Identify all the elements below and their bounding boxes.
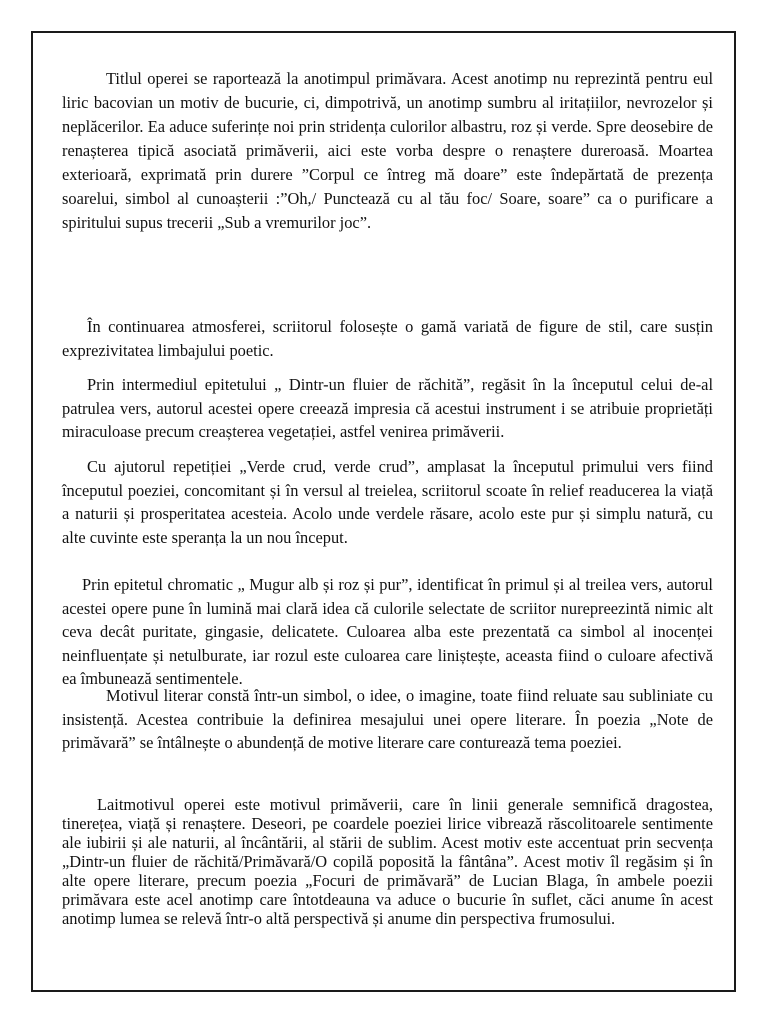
paragraph-title-analysis: Titlul operei se raportează la anotimpul primăvara. Acest anotimp nu reprezintă pentru eul liric bacovian un motiv de bucurie, ci, dimpotrivă, un anotimp sumbru al iritațiilor, nevrozelor și neplăcerilor. Ea aduce suferințe noi prin stridența culorilor albastru, roz și verde. Spre deosebire de renașterea tipică asociată primăverii, aici este vorba despre o renaștere dureroasă. Moartea exterioară, exprimată prin durere ”Corpul ce întreg mă doare” este îndepărtată de prezența soarelui, simbol al cunoașterii :”Oh,/ Punctează cu al tău foc/ Soare, soare” ca o purificare a spiritului supus trecerii „Sub a vremurilor joc”. (62, 69, 713, 232)
paragraph-leitmotif: Laitmotivul operei este motivul primăverii, care în linii generale semnifică dragostea, tinerețea, viață și renaștere. Deseori, pe coardele poeziei lirice vibrează răscolitoarele sentimente ale iubirii și ale naturii, al încântării, al stării de sublim. Acest motiv este accentuat prin secvența „Dintr-un fluier de răchită/Primăvară/O copilă poposită la fântâna”. Acest motiv îl regăsim și în alte opere literare, precum poezia „Focuri de primăvară” de Lucian Blaga, în ambele poezii primăvara este acel anotimp care întotdeauna va aduce o bucurie în suflet, căci anume în acest anotimp lumea se relevă într-o altă perspectivă și anume din perspectiva frumosului. (62, 795, 713, 928)
paragraph-repetition-verde: Cu ajutorul repetiției „Verde crud, verde crud”, amplasat la începutul primului vers fiind începutul poeziei, concomitant și în versul al treielea, scriitorul scoate în relief readucerea la viață a naturii și prosperitatea acesteia. Acolo unde verdele răsare, acolo este pur și simplu natură, cu alte cuvinte este speranța la un nou început. (62, 457, 713, 547)
paragraph-literary-motif: Motivul literar constă într-un simbol, o idee, o imagine, toate fiind reluate sau subliniate cu insistență. Acestea contribuie la definirea mesajului unei opere literare. În poezia „Note de primăvară” se întâlnește o abundență de motive literare care conturează tema poeziei. (62, 686, 713, 752)
paragraph-epithet-fluier: Prin intermediul epitetului „ Dintr-un fluier de răchită”, regăsit în la începutul celui de-al patrulea vers, autorul acestei opere creează impresia că acestui instrument i se atribuie proprietăți miraculoase precum creașterea vegetației, astfel venirea primăverii. (62, 375, 713, 441)
paragraph-chromatic-epithet: Prin epitetul chromatic „ Mugur alb și roz și pur”, identificat în primul și al treilea vers, autorul acestei opere pune în lumină mai clară idea că culorile selectate de scriitor nurepreezintă nimic alt ceva decât puritate, gingasie, delicatete. Culoarea alba este prezentată ca simbol al inocenței neinfluențate și netulburate, iar rozul este culoarea care liniștește, aceasta fiind o culoare afectivă ea îmbunează sentimentele. (62, 575, 713, 688)
paragraph-figures-of-speech: În continuarea atmosferei, scriitorul folosește o gamă variată de figure de stil, care susțin exprezivitatea limbajului poetic. (62, 317, 713, 360)
